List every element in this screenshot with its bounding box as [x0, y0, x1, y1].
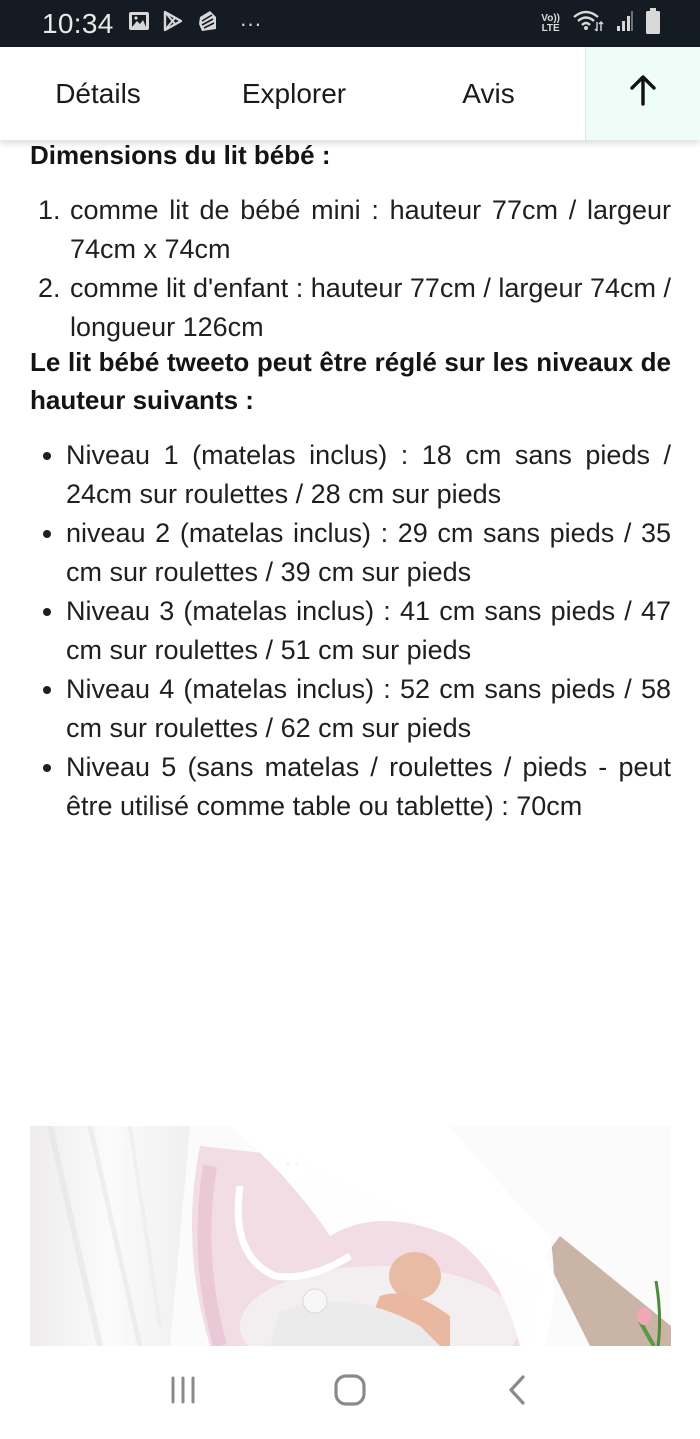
- volte-icon: [541, 14, 560, 34]
- signal-icon: [616, 10, 634, 37]
- battery-icon: [646, 8, 660, 39]
- list-item: 1. comme lit de bébé mini : hauteur 77cm / largeur 74cm x 74cm: [68, 191, 671, 269]
- list-item: • Niveau 4 (matelas inclus) : 52 cm sans pieds / 58 cm sur roulettes / 62 cm sur pieds: [66, 670, 671, 748]
- home-icon: [333, 1373, 367, 1412]
- product-description: [30, 140, 671, 826]
- back-button[interactable]: [487, 1363, 547, 1423]
- app-icon: [196, 9, 220, 38]
- levels-list: [66, 436, 671, 826]
- lte-label: LTE: [541, 22, 560, 34]
- list-item: • Niveau 3 (matelas inclus) : 41 cm sans pieds / 47 cm sur roulettes / 51 cm sur pieds: [66, 592, 671, 670]
- tab-header: [0, 47, 700, 140]
- tab-reviews[interactable]: Avis: [462, 77, 515, 109]
- home-button[interactable]: [320, 1363, 380, 1423]
- dimensions-list: [68, 191, 671, 347]
- more-notifications-icon: ···: [239, 10, 262, 36]
- navigation-bar: [0, 1346, 700, 1439]
- baby-crib-photo: [30, 1126, 671, 1346]
- gallery-icon: [128, 11, 150, 36]
- recent-apps-icon: [168, 1375, 198, 1410]
- levels-heading: Le lit bébé tweeto peut être réglé sur les niveaux de hauteur suivants :: [30, 347, 671, 415]
- list-item: • Niveau 1 (matelas inclus) : 18 cm sans pieds / 24cm sur roulettes / 28 cm sur pieds: [66, 436, 671, 514]
- status-right: [541, 8, 660, 39]
- volte-label: Vo)): [541, 12, 560, 24]
- list-item: • niveau 2 (matelas inclus) : 29 cm sans pieds / 35 cm sur roulettes / 39 cm sur pieds: [66, 514, 671, 592]
- status-bar: [0, 0, 700, 47]
- scroll-to-top-button[interactable]: [585, 47, 700, 140]
- dimensions-heading: Dimensions du lit bébé :: [30, 140, 331, 170]
- arrow-up-icon: [629, 74, 657, 113]
- play-store-icon: [162, 10, 184, 37]
- product-image[interactable]: [30, 1126, 671, 1346]
- recent-apps-button[interactable]: [153, 1363, 213, 1423]
- status-time: 10:34: [42, 7, 114, 39]
- list-item: • Niveau 5 (sans matelas / roulettes / pieds - peut être utilisé comme table ou tablette) : 70cm: [66, 748, 671, 826]
- wifi-icon: [572, 10, 604, 37]
- tab-explore[interactable]: Explorer: [241, 77, 347, 109]
- list-item: 2. comme lit d'enfant : hauteur 77cm / largeur 74cm / longueur 126cm: [68, 269, 671, 347]
- back-icon: [505, 1374, 529, 1411]
- status-left: [42, 8, 262, 40]
- tab-details[interactable]: Détails: [55, 77, 141, 109]
